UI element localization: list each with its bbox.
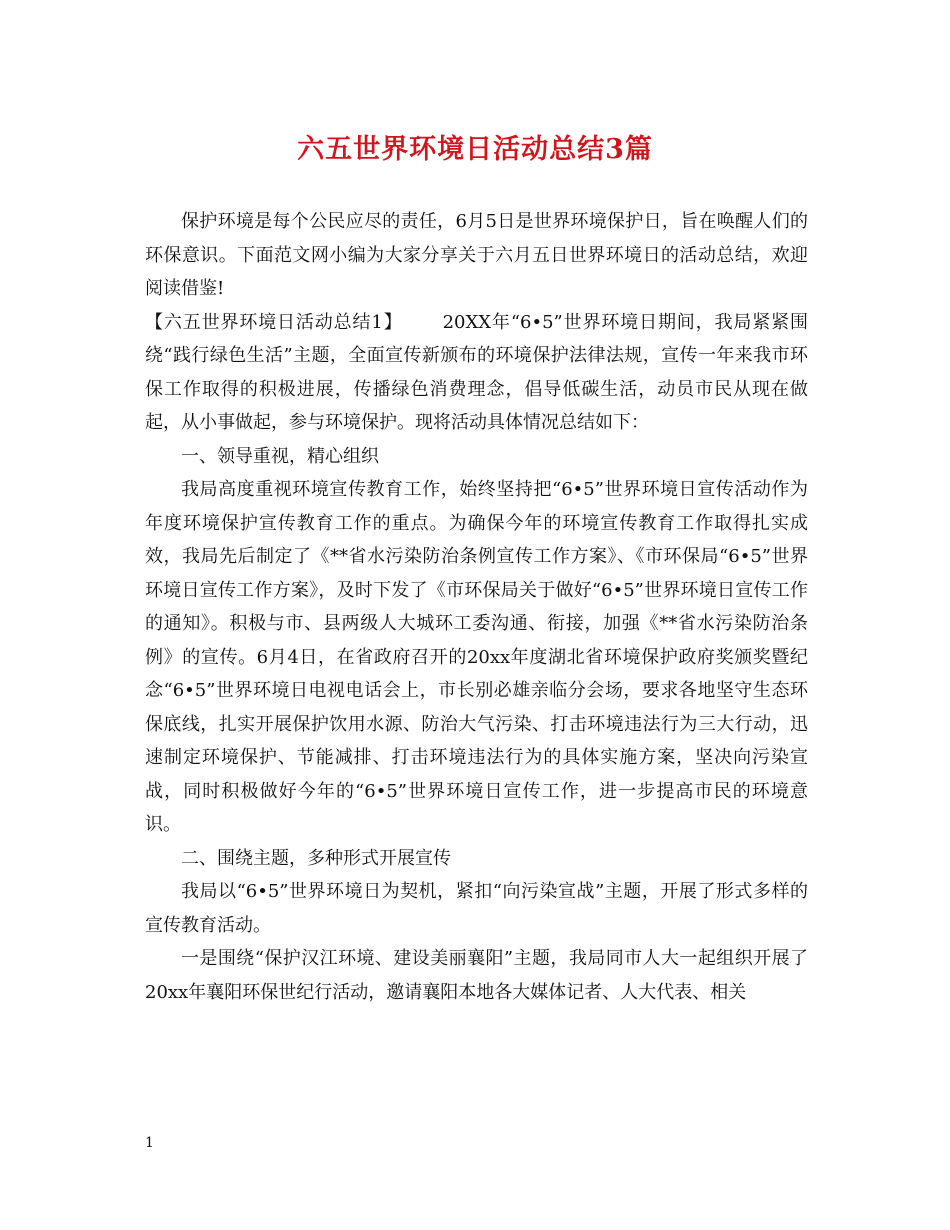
page-number: 1 xyxy=(145,1135,154,1151)
heading-1: 一、领导重视，精心组织 xyxy=(181,445,379,467)
document-title: 六五世界环境日活动总结3篇 xyxy=(297,134,653,165)
section1-paragraph xyxy=(145,306,808,440)
section1-text: 20XX年“6•5”世界环境日期间，我局紧紧围绕“践行绿色生活”主题，全面宣传新颁布的环境保护法律法规，宣传一年来我市环保工作取得的积极进展，传播绿色消费理念，倡导低碳生活，动员市民从现在做起，从小事做起，参与环境保护。现将活动具体情况总结如下： xyxy=(145,311,808,433)
paragraph-3: 一是围绕“保护汉江环境、建设美丽襄阳”主题，我局同市人大一起组织开展了20xx年襄阳环保世纪行活动，邀请襄阳本地各大媒体记者、人大代表、相关 xyxy=(145,948,808,1003)
intro-paragraph: 保护环境是每个公民应尽的责任，6月5日是世界环境保护日，旨在唤醒人们的环保意识。下面范文网小编为大家分享关于六月五日世界环境日的活动总结，欢迎阅读借鉴! xyxy=(145,211,808,299)
document-body xyxy=(145,205,808,1009)
heading-2: 二、围绕主题，多种形式开展宣传 xyxy=(181,847,451,869)
paragraph-1: 我局高度重视环境宣传教育工作，始终坚持把“6•5”世界环境日宣传活动作为年度环境保护宣传教育工作的重点。为确保今年的环境宣传教育工作取得扎实成效，我局先后制定了《**省水污染防治条例宣传工作方案》、《市环保局“6•5”世界环境日宣传工作方案》，及时下发了《市环保局关于做好“6•5”世界环境日宣传工作的通知》。积极与市、县两级人大城环工委沟通、衔接，加强《**省水污染防治条例》的宣传。6月4日，在省政府召开的20xx年度湖北省环境保护政府奖颁奖暨纪念“6•5”世界环境日电视电话会上，市长别必雄亲临分会场，要求各地坚守生态环保底线，扎实开展保护饮用水源、防治大气污染、打击环境违法行为三大行动，迅速制定环境保护、节能减排、打击环境违法行为的具体实施方案，坚决向污染宣战，同时积极做好今年的“6•5”世界环境日宣传工作，进一步提高市民的环境意识。 xyxy=(145,479,808,835)
paragraph-2: 我局以“6•5”世界环境日为契机，紧扣“向污染宣战”主题，开展了形式多样的宣传教育活动。 xyxy=(145,881,808,936)
section1-label: 【六五世界环境日活动总结1】 xyxy=(145,311,403,333)
